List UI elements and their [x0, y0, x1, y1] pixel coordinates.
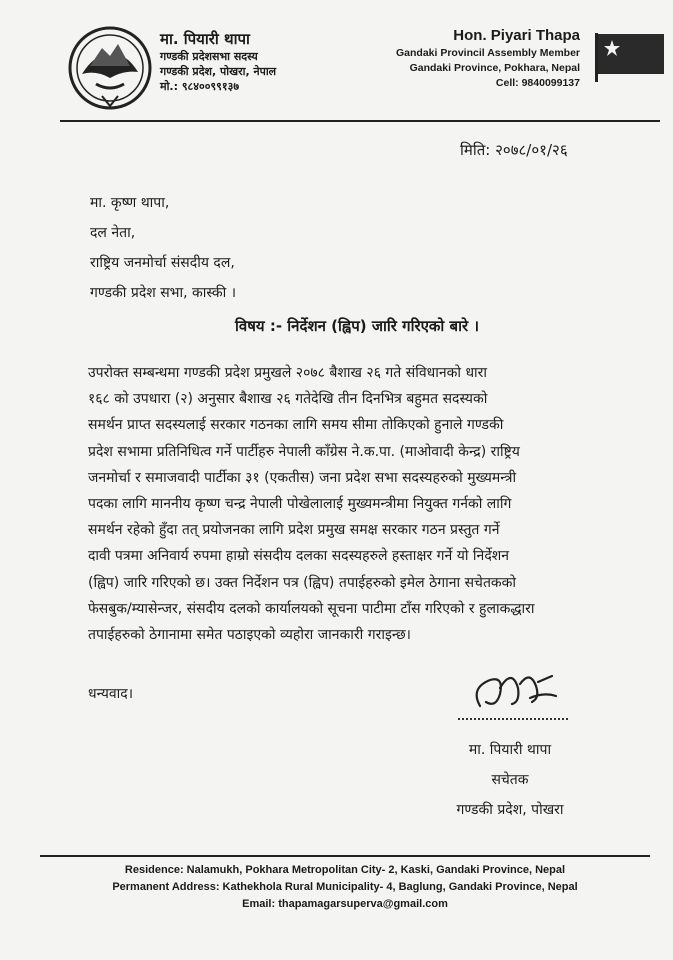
header-name-np: मा. पियारी थापा	[160, 30, 250, 48]
signer-name: मा. पियारी थापा	[468, 742, 552, 758]
body-line: १६८ को उपधारा (२) अनुसार बैशाख २६ गतेदेखि तीन दिनभित्र बहुमत सदस्यको	[88, 391, 488, 408]
closing-thanks: धन्यवाद।	[88, 686, 134, 702]
recipient-line: गण्डकी प्रदेश सभा, कास्की ।	[90, 285, 237, 301]
footer-divider	[40, 855, 650, 857]
footer-residence: Residence: Nalamukh, Pokhara Metropolitan City- 2, Kaski, Gandaki Province, Nepal	[124, 864, 566, 876]
header-cell-en: Cell: 9840099137	[495, 77, 580, 89]
header-location-np: गण्डकी प्रदेश, पोखरा, नेपाल	[160, 65, 277, 78]
body-line: जनमोर्चा र समाजवादी पार्टीका ३१ (एकतीस) जना प्रदेश सभा सदस्यहरुको मुख्यमन्त्री	[88, 469, 517, 486]
body-line: प्रदेश सभामा प्रतिनिधित्व गर्ने पार्टीहरु नेपाली काँग्रेस ने.क.पा. (माओवादी केन्द्र) राष्ट्रिय	[88, 443, 520, 460]
header-left-block	[160, 30, 360, 94]
signer-block	[430, 735, 590, 825]
body-line: पदका लागि माननीय कृष्ण चन्द्र नेपाली पोखेलालाई मुख्यमन्त्रीमा नियुक्त गर्नको लागि	[88, 496, 512, 513]
header-mobile-np: मो.: ९८४००९९१३७	[160, 80, 240, 93]
recipient-line: मा. कृष्ण थापा,	[90, 195, 170, 211]
recipient-line: दल नेता,	[90, 225, 136, 241]
header-role-np: गण्डकी प्रदेशसभा सदस्य	[160, 50, 258, 63]
footer-block	[40, 862, 650, 913]
body-line: दावी पत्रमा अनिवार्य रुपमा हाम्रो संसदीय दलका सदस्यहरुले हस्ताक्षर गर्ने यो निर्देशन	[88, 548, 510, 565]
body-line: समर्थन रहेको हुँदा तत् प्रयोजनका लागि प्रदेश प्रमुख समक्ष सरकार गठन प्रस्तुत गर्ने	[88, 522, 500, 539]
subject-line: विषय :- निर्देशन (ह्विप) जारि गरिएको बारे ।	[235, 317, 480, 335]
nepal-emblem-icon	[66, 22, 154, 114]
signer-location: गण्डकी प्रदेश, पोखरा	[456, 802, 564, 818]
signature-dotted-line	[458, 718, 568, 720]
recipient-block	[90, 188, 236, 308]
recipient-line: राष्ट्रिय जनमोर्चा संसदीय दल,	[90, 255, 235, 271]
body-line: फेसबुक/म्यासेन्जर, संसदीय दलको कार्यालयको सूचना पाटीमा टाँस गरिएको र हुलाकद्धारा	[88, 600, 535, 617]
signer-title: सचेतक	[491, 772, 529, 788]
header-name-en: Hon. Piyari Thapa	[453, 27, 580, 44]
body-paragraph	[88, 360, 638, 648]
header-divider	[60, 120, 660, 122]
header-location-en: Gandaki Province, Pokhara, Nepal	[409, 62, 580, 74]
footer-permanent-address: Permanent Address: Kathekhola Rural Municipality- 4, Baglung, Gandaki Province, Nepal	[112, 881, 578, 893]
body-line: (ह्विप) जारि गरिएको छ। उक्त निर्देशन पत्र (ह्विप) तपाईहरुको इमेल ठेगाना सचेतकको	[88, 574, 517, 591]
body-line: तपाईहरुको ठेगानामा समेत पठाइएको व्यहोरा जानकारी गराइन्छ।	[88, 627, 411, 644]
header-right-block	[380, 26, 580, 91]
footer-email: Email: thapamagarsuperva@gmail.com	[242, 898, 448, 910]
body-line: उपरोक्त सम्बन्धमा गण्डकी प्रदेश प्रमुखले २०७८ बैशाख २६ गते संविधानको धारा	[88, 365, 488, 381]
letter-date: मिति: २०७८/०१/२६	[460, 141, 568, 159]
handwritten-signature-icon	[460, 658, 570, 720]
header-role-en: Gandaki Provincil Assembly Member	[395, 47, 580, 59]
body-line: समर्थन प्राप्त सदस्यलाई सरकार गठनका लागि समय सीमा तोकिएको हुनाले गण्डकी	[88, 417, 504, 434]
party-flag-icon	[592, 30, 667, 82]
